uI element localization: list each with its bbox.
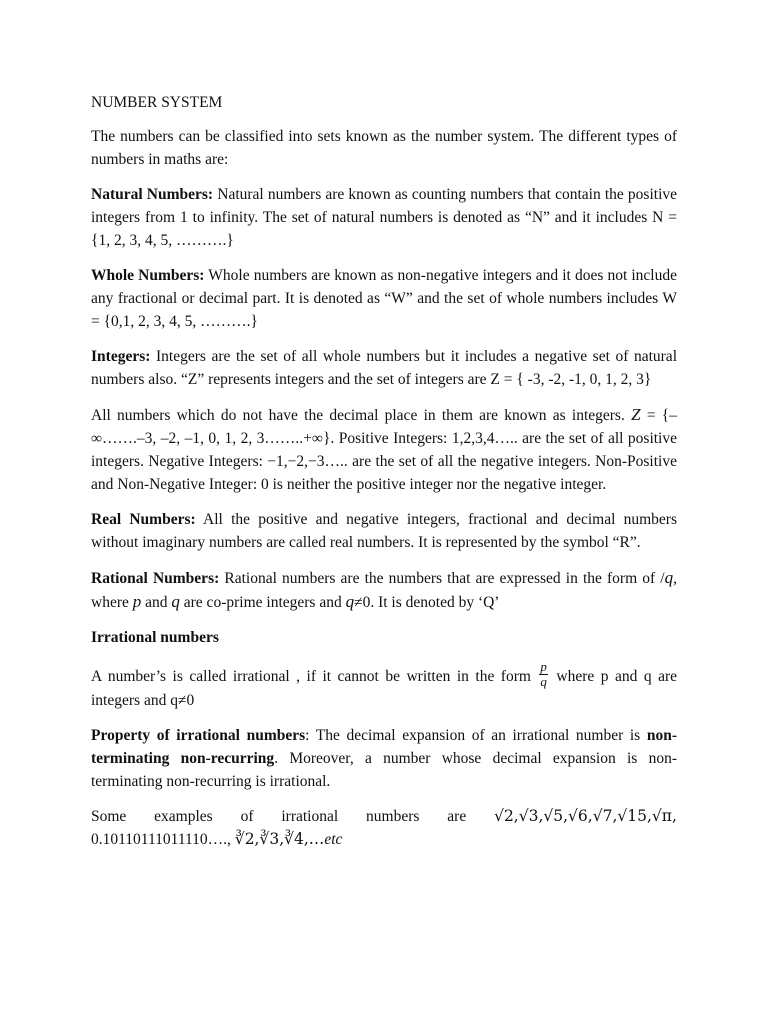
irrational-def-text-2: where p and q are integers and q≠0 bbox=[91, 668, 677, 709]
square-root-examples: √2,√3,√5,√6,√7,√15,√π, bbox=[494, 806, 677, 825]
fraction-numerator: p bbox=[540, 658, 547, 674]
natural-numbers-text: Natural numbers are known as counting numbers that contain the positive integers from 1 to infinity. The set of natural numbers is denoted as “N” and it includes N = {1, 2, 3, 4, 5, ……….} bbox=[91, 186, 677, 249]
natural-numbers-label: Natural Numbers: bbox=[91, 186, 214, 203]
cube-root-examples: ∛2,∛3,∛4,… bbox=[234, 829, 325, 848]
whole-numbers-text: Whole numbers are known as non-negative integers and it does not include any fractional or decimal part. It is denoted as “W” and the set of whole numbers includes W = {0,1, 2, 3, 4, 5, ……….} bbox=[91, 267, 677, 330]
document-page bbox=[91, 91, 677, 851]
examples-word-3: irrational bbox=[281, 807, 339, 825]
property-paragraph bbox=[91, 724, 677, 793]
integers-text: Integers are the set of all whole numbers but it includes a negative set of natural numbers also. “Z” represents integers and the set of integers are Z = { -3, -2, -1, 0, 1, 2, 3} bbox=[91, 348, 677, 388]
real-numbers-label: Real Numbers: bbox=[91, 511, 196, 528]
examples-word-1: examples bbox=[154, 807, 213, 825]
property-bold-phrase: non-terminating non-recurring bbox=[91, 726, 677, 767]
irrational-definition-paragraph bbox=[91, 658, 677, 712]
real-numbers-text: All the positive and negative integers, fractional and decimal numbers without imaginary numbers are called real numbers. It is represented by the symbol “R”. bbox=[91, 511, 677, 551]
rational-q-3: q bbox=[345, 592, 355, 611]
fraction-denominator: q bbox=[540, 673, 547, 689]
rational-q-1: q bbox=[664, 568, 674, 587]
property-label: Property of irrational numbers bbox=[91, 726, 306, 744]
rational-text-3: and bbox=[141, 594, 172, 611]
property-text-2: . Moreover, a number whose decimal expansion is non-terminating non-recurring is irrational. bbox=[91, 749, 678, 790]
examples-word-4: numbers bbox=[366, 807, 420, 825]
p-over-q-fraction bbox=[539, 660, 548, 689]
irrational-def-text-1: A number’s is called irrational , if it cannot be written in the form bbox=[91, 668, 538, 685]
decimal-example: 0.10110111011110…., bbox=[91, 830, 235, 848]
examples-word-5: are bbox=[447, 807, 467, 825]
property-text-1: : The decimal expansion of an irrational number is bbox=[305, 726, 647, 744]
rational-p: p bbox=[132, 592, 142, 611]
rational-text-1: Rational numbers are the numbers that are expressed in the form of / bbox=[219, 570, 665, 587]
rational-numbers-label: Rational Numbers: bbox=[91, 570, 220, 587]
integers-label: Integers: bbox=[91, 348, 151, 365]
examples-word-2: of bbox=[240, 807, 254, 825]
natural-numbers-paragraph bbox=[91, 183, 677, 252]
irrational-heading bbox=[91, 626, 677, 649]
integers-note-paragraph bbox=[91, 403, 677, 496]
integers-note-before: All numbers which do not have the decimal place in them are known as integers. bbox=[91, 407, 632, 424]
etc-text: etc bbox=[324, 830, 343, 848]
examples-paragraph bbox=[91, 805, 677, 851]
rational-text-5: ≠0. It is denoted by ‘Q’ bbox=[354, 594, 500, 611]
irrational-heading-text: Irrational numbers bbox=[91, 629, 219, 646]
examples-line-2 bbox=[91, 828, 677, 851]
integers-note-after: = {–∞…….–3, –2, –1, 0, 1, 2, 3……..+∞}. Positive Integers: 1,2,3,4….. are the set of all positive integers. Negative Integers: −1,−2,−3….. are the set of all the negative integers. Non-Positive and Non-Negative Integer: 0 is neither the positive integer nor the negative integer. bbox=[91, 407, 677, 493]
integers-z-symbol: Z bbox=[631, 405, 641, 424]
rational-text-4: are co-prime integers and bbox=[179, 594, 346, 611]
real-numbers-paragraph bbox=[91, 508, 677, 554]
intro-paragraph: The numbers can be classified into sets known as the number system. The different types of numbers in maths are: bbox=[91, 128, 677, 168]
rational-numbers-paragraph bbox=[91, 566, 677, 614]
integers-paragraph bbox=[91, 345, 677, 391]
rational-text-2: , where bbox=[91, 570, 677, 611]
examples-word-0: Some bbox=[91, 807, 127, 825]
whole-numbers-label: Whole Numbers: bbox=[91, 267, 205, 284]
page-title: NUMBER SYSTEM bbox=[91, 94, 223, 111]
rational-q-2: q bbox=[171, 592, 180, 611]
examples-line-1 bbox=[91, 805, 677, 828]
whole-numbers-paragraph bbox=[91, 264, 677, 333]
